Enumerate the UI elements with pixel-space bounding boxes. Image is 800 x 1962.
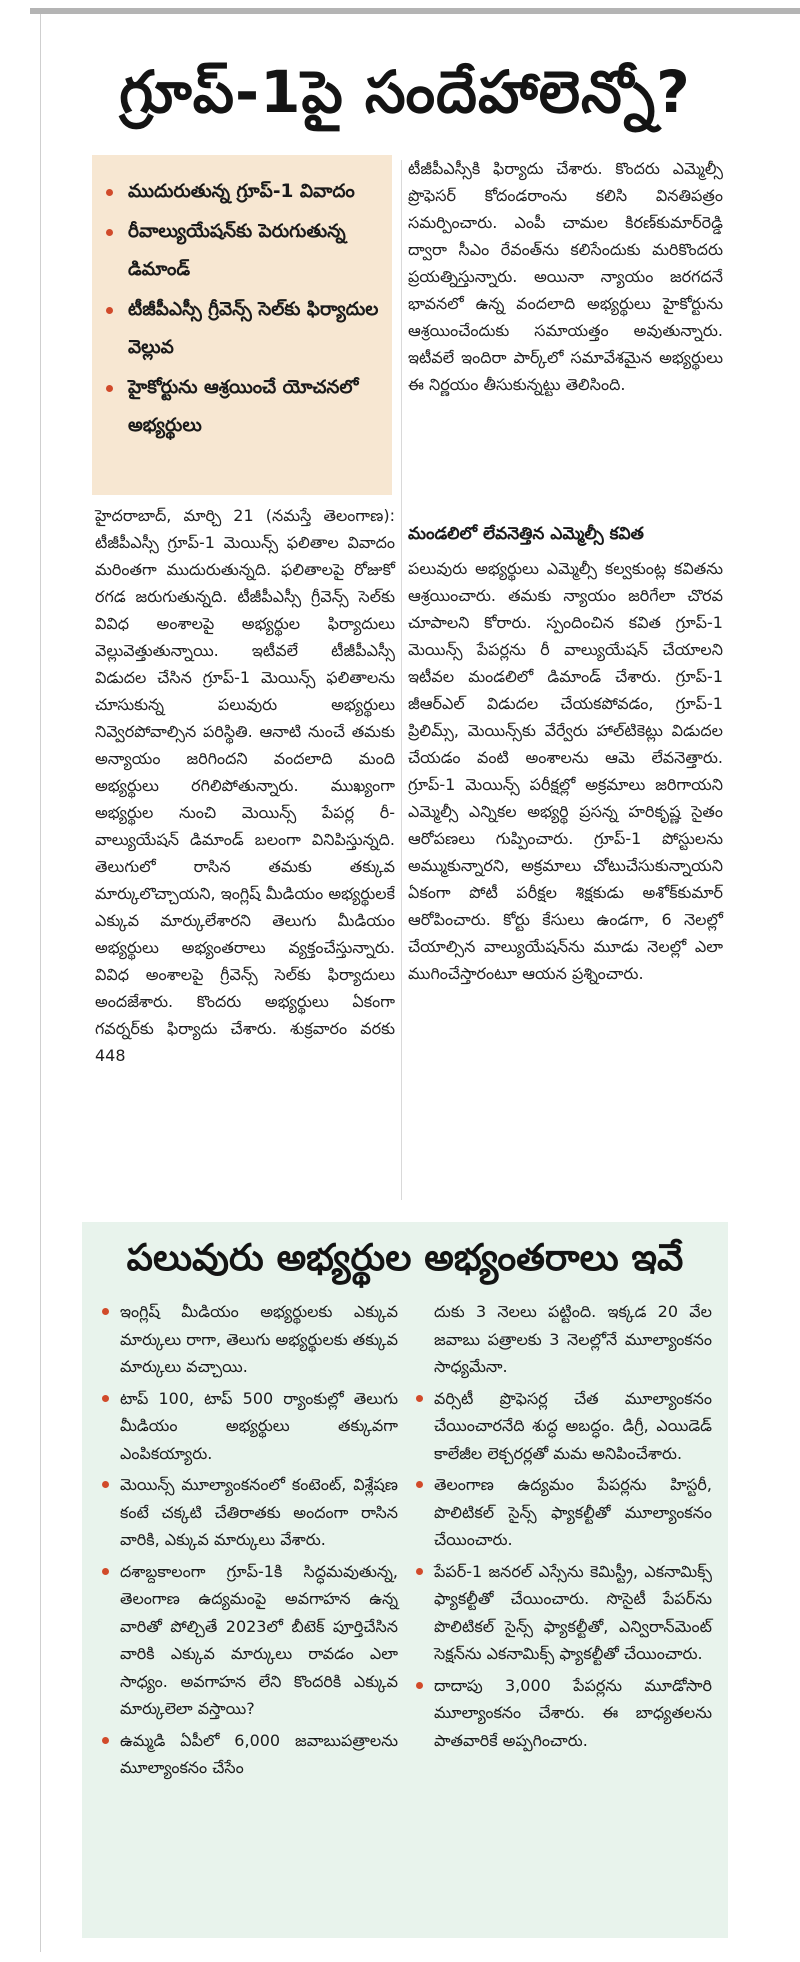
highlights-box — [92, 155, 392, 495]
objection-item-continued: దుకు 3 నెలలు పట్టింది. ఇక్కడ 20 వేల జవాబు పత్రాలకు 3 నెలల్లోనే మూల్యాంకనం సాధ్యమేనా. — [434, 1302, 712, 1376]
highlight-item: రీవాల్యుయేషన్‌కు పెరుగుతున్న డిమాండ్‌ — [102, 213, 382, 289]
objection-item: ఇంగ్లిష్‌ మీడియం అభ్యర్థులకు ఎక్కువ మార్కులు రాగా, తెలుగు అభ్యర్థులకు తక్కువ మార్కులు వచ్చాయి. — [98, 1298, 398, 1381]
body-paragraph: టీజీపీఎస్సీకి ఫిర్యాదు చేశారు. కొందరు ఎమ్మెల్సీ ప్రొఫెసర్‌ కోదండరాంను కలిసి వినతిపత్రం సమర్పించారు. ఎంపీ చామల కిరణ్‌కుమార్‌రెడ్డి ద్వారా సీఎం రేవంత్‌ను కలిసేందుకు మరికొందరు ప్రయత్నిస్తున్నారు. అయినా న్యాయం జరగదనే భావనలో ఉన్న వందలాది అభ్యర్థులు హైకోర్టును ఆశ్రయించేందుకు సమాయత్తం అవుతున్నారు. ఇటీవలే ఇందిరా పార్క్‌లో సమావేశమైన అభ్యర్థులు ఈ నిర్ణయం తీసుకున్నట్టు తెలిసింది. — [408, 159, 723, 394]
objection-item: దశాబ్దకాలంగా గ్రూప్‌-1కి సిద్ధమవుతున్న, తెలంగాణ ఉద్యమంపై అవగాహన ఉన్న వారితో పోల్చితే 2023లో బీటెక్‌ పూర్తిచేసిన వారికి ఎక్కువ మార్కులు రావడం ఎలా సాధ్యం. అవగాహన లేని కొందరికి ఎక్కువ మార్కులెలా వస్తాయి? — [98, 1558, 398, 1723]
article-body-left — [95, 502, 395, 1069]
highlight-item: ముదురుతున్న గ్రూప్‌-1 వివాదం — [102, 173, 382, 211]
objections-list-right — [412, 1298, 712, 1758]
article-body-right-top — [408, 155, 723, 398]
highlight-item: హైకోర్టును ఆశ్రయించే యోచనలో అభ్యర్థులు — [102, 369, 382, 445]
objection-item: టాప్‌ 100, టాప్‌ 500 ర్యాంకుల్లో తెలుగు మీడియం అభ్యర్థులు తక్కువగా ఎంపికయ్యారు. — [98, 1385, 398, 1468]
section-subheading: మండలిలో లేవనెత్తిన ఎమ్మెల్సీ కవిత — [408, 524, 644, 544]
body-paragraph: పలువురు అభ్యర్థులు ఎమ్మెల్సీ కల్వకుంట్ల కవితను ఆశ్రయించారు. తమకు న్యాయం జరిగేలా చొరవ చూపాలని కోరారు. స్పందించిన కవిత గ్రూప్‌-1 మెయిన్స్‌ పేపర్లను రీ వాల్యుయేషన్‌ చేయాలని ఇటీవల మండలిలో డిమాండ్‌ చేశారు. గ్రూప్‌-1 జీఆర్‌ఎల్‌ విడుదల చేయకపోవడం, గ్రూప్‌-1 ప్రిలిమ్స్‌, మెయిన్స్‌కు వేర్వేరు హాల్‌టికెట్లు విడుదల చేయడం వంటి అంశాలను ఆమె లేవనెత్తారు. గ్రూప్‌-1 మెయిన్స్‌ పరీక్షల్లో అక్రమాలు జరిగాయని ఎమ్మెల్సీ ఎన్నికల అభ్యర్థి ప్రసన్న హరికృష్ణ సైతం ఆరోపణలు గుప్పించారు. గ్రూప్‌-1 పోస్టులను అమ్ముకున్నారని, అక్రమాలు చోటుచేసుకున్నాయని ఏకంగా పోటీ పరీక్షల శిక్షకుడు అశోక్‌కుమార్‌ ఆరోపించారు. కోర్టు కేసులు ఉండగా, 6 నెలల్లో చేయాల్సిన వాల్యుయేషన్‌ను మూడు నెలల్లో ఎలా ముగించేస్తారంటూ ఆయన ప్రశ్నించారు. — [408, 559, 723, 983]
column-divider — [401, 160, 402, 1200]
objection-item: పేపర్‌-1 జనరల్‌ ఎస్సేను కెమిస్ట్రీ, ఎకనామిక్స్‌ ఫ్యాకల్టీతో చేయించారు. సొసైటీ పేపర్‌ను పొలిటికల్‌ సైన్స్‌ ఫ్యాకల్టీతో, ఎన్విరాన్‌మెంట్‌ సెక్షన్‌ను ఎకనామిక్స్‌ ఫ్యాకల్టీతో చేయించారు. — [412, 1558, 712, 1668]
objection-item: దాదాపు 3,000 పేపర్లను మూడోసారి మూల్యాంకనం చేశారు. ఈ బాధ్యతలను పాతవారికే అప్పగించారు. — [412, 1672, 712, 1755]
highlight-item: టీజీపీఎస్సీ గ్రీవెన్స్‌ సెల్‌కు ఫిర్యాదుల వెల్లువ — [102, 291, 382, 367]
objection-item: తెలంగాణ ఉద్యమం పేపర్లను హిస్టరీ, పొలిటికల్‌ సైన్స్‌ ఫ్యాకల్టీతో మూల్యాంకనం చేయించారు. — [412, 1471, 712, 1554]
objection-item: మెయిన్స్‌ మూల్యాంకనంలో కంటెంట్‌, విశ్లేషణ కంటే చక్కటి చేతిరాతకు అందంగా రాసిన వారికి, ఎక్కువ మార్కులు వేశారు. — [98, 1471, 398, 1554]
objection-item: ఉమ్మడి ఏపీలో 6,000 జవాబుపత్రాలను మూల్యాంకనం చేసేం — [98, 1727, 398, 1782]
objection-item: వర్సిటీ ప్రొఫెసర్ల చేత మూల్యాంకనం చేయించారనేది శుద్ధ అబద్ధం. డిగ్రీ, ఎయిడెడ్‌ కాలేజీల లెక్చరర్లతో మమ అనిపించేశారు. — [412, 1385, 712, 1468]
body-paragraph: హైదరాబాద్‌, మార్చి 21 (నమస్తే తెలంగాణ): టీజీపీఎస్సీ గ్రూప్‌-1 మెయిన్స్‌ ఫలితాల వివాదం మరింతగా ముదురుతున్నది. ఫలితాలపై రోజుకో రగడ జరుగుతున్నది. టీజీపీఎస్సీ గ్రీవెన్స్‌ సెల్‌కు వివిధ అంశాలపై అభ్యర్థుల ఫిర్యాదులు వెల్లువెత్తుతున్నాయి. ఇటీవలే టీజీపీఎస్సీ విడుదల చేసిన గ్రూప్‌-1 మెయిన్స్‌ ఫలితాలను చూసుకున్న పలువురు అభ్యర్థులు నివ్వెరపోవాల్సిన పరిస్థితి. ఆనాటి నుంచే తమకు అన్యాయం జరిగిందని వందలాది మంది అభ్యర్థులు రగిలిపోతున్నారు. ముఖ్యంగా అభ్యర్థుల నుంచి మెయిన్స్‌ పేపర్ల రీ-వాల్యుయేషన్‌ డిమాండ్‌ బలంగా వినిపిస్తున్నది. తెలుగులో రాసిన తమకు తక్కువ మార్కులొచ్చాయని, ఇంగ్లిష్‌ మీడియం అభ్యర్థులకే ఎక్కువ మార్కులేశారని తెలుగు మీడియం అభ్యర్థులు అభ్యంతరాలు వ్యక్తంచేస్తున్నారు. వివిధ అంశాలపై గ్రీవెన్స్‌ సెల్‌కు ఫిర్యాదులు అందజేశారు. కొందరు అభ్యర్థులు ఏకంగా గవర్నర్‌కు ఫిర్యాదు చేశారు. శుక్రవారం వరకు 448 — [95, 506, 395, 1065]
headline: గ్రూప్‌-1పై సందేహాలెన్నో? — [119, 58, 691, 126]
objections-title: పలువురు అభ్యర్థుల అభ్యంతరాలు ఇవే — [126, 1236, 684, 1279]
article-body-right — [408, 555, 723, 987]
objections-list-left — [98, 1298, 398, 1786]
